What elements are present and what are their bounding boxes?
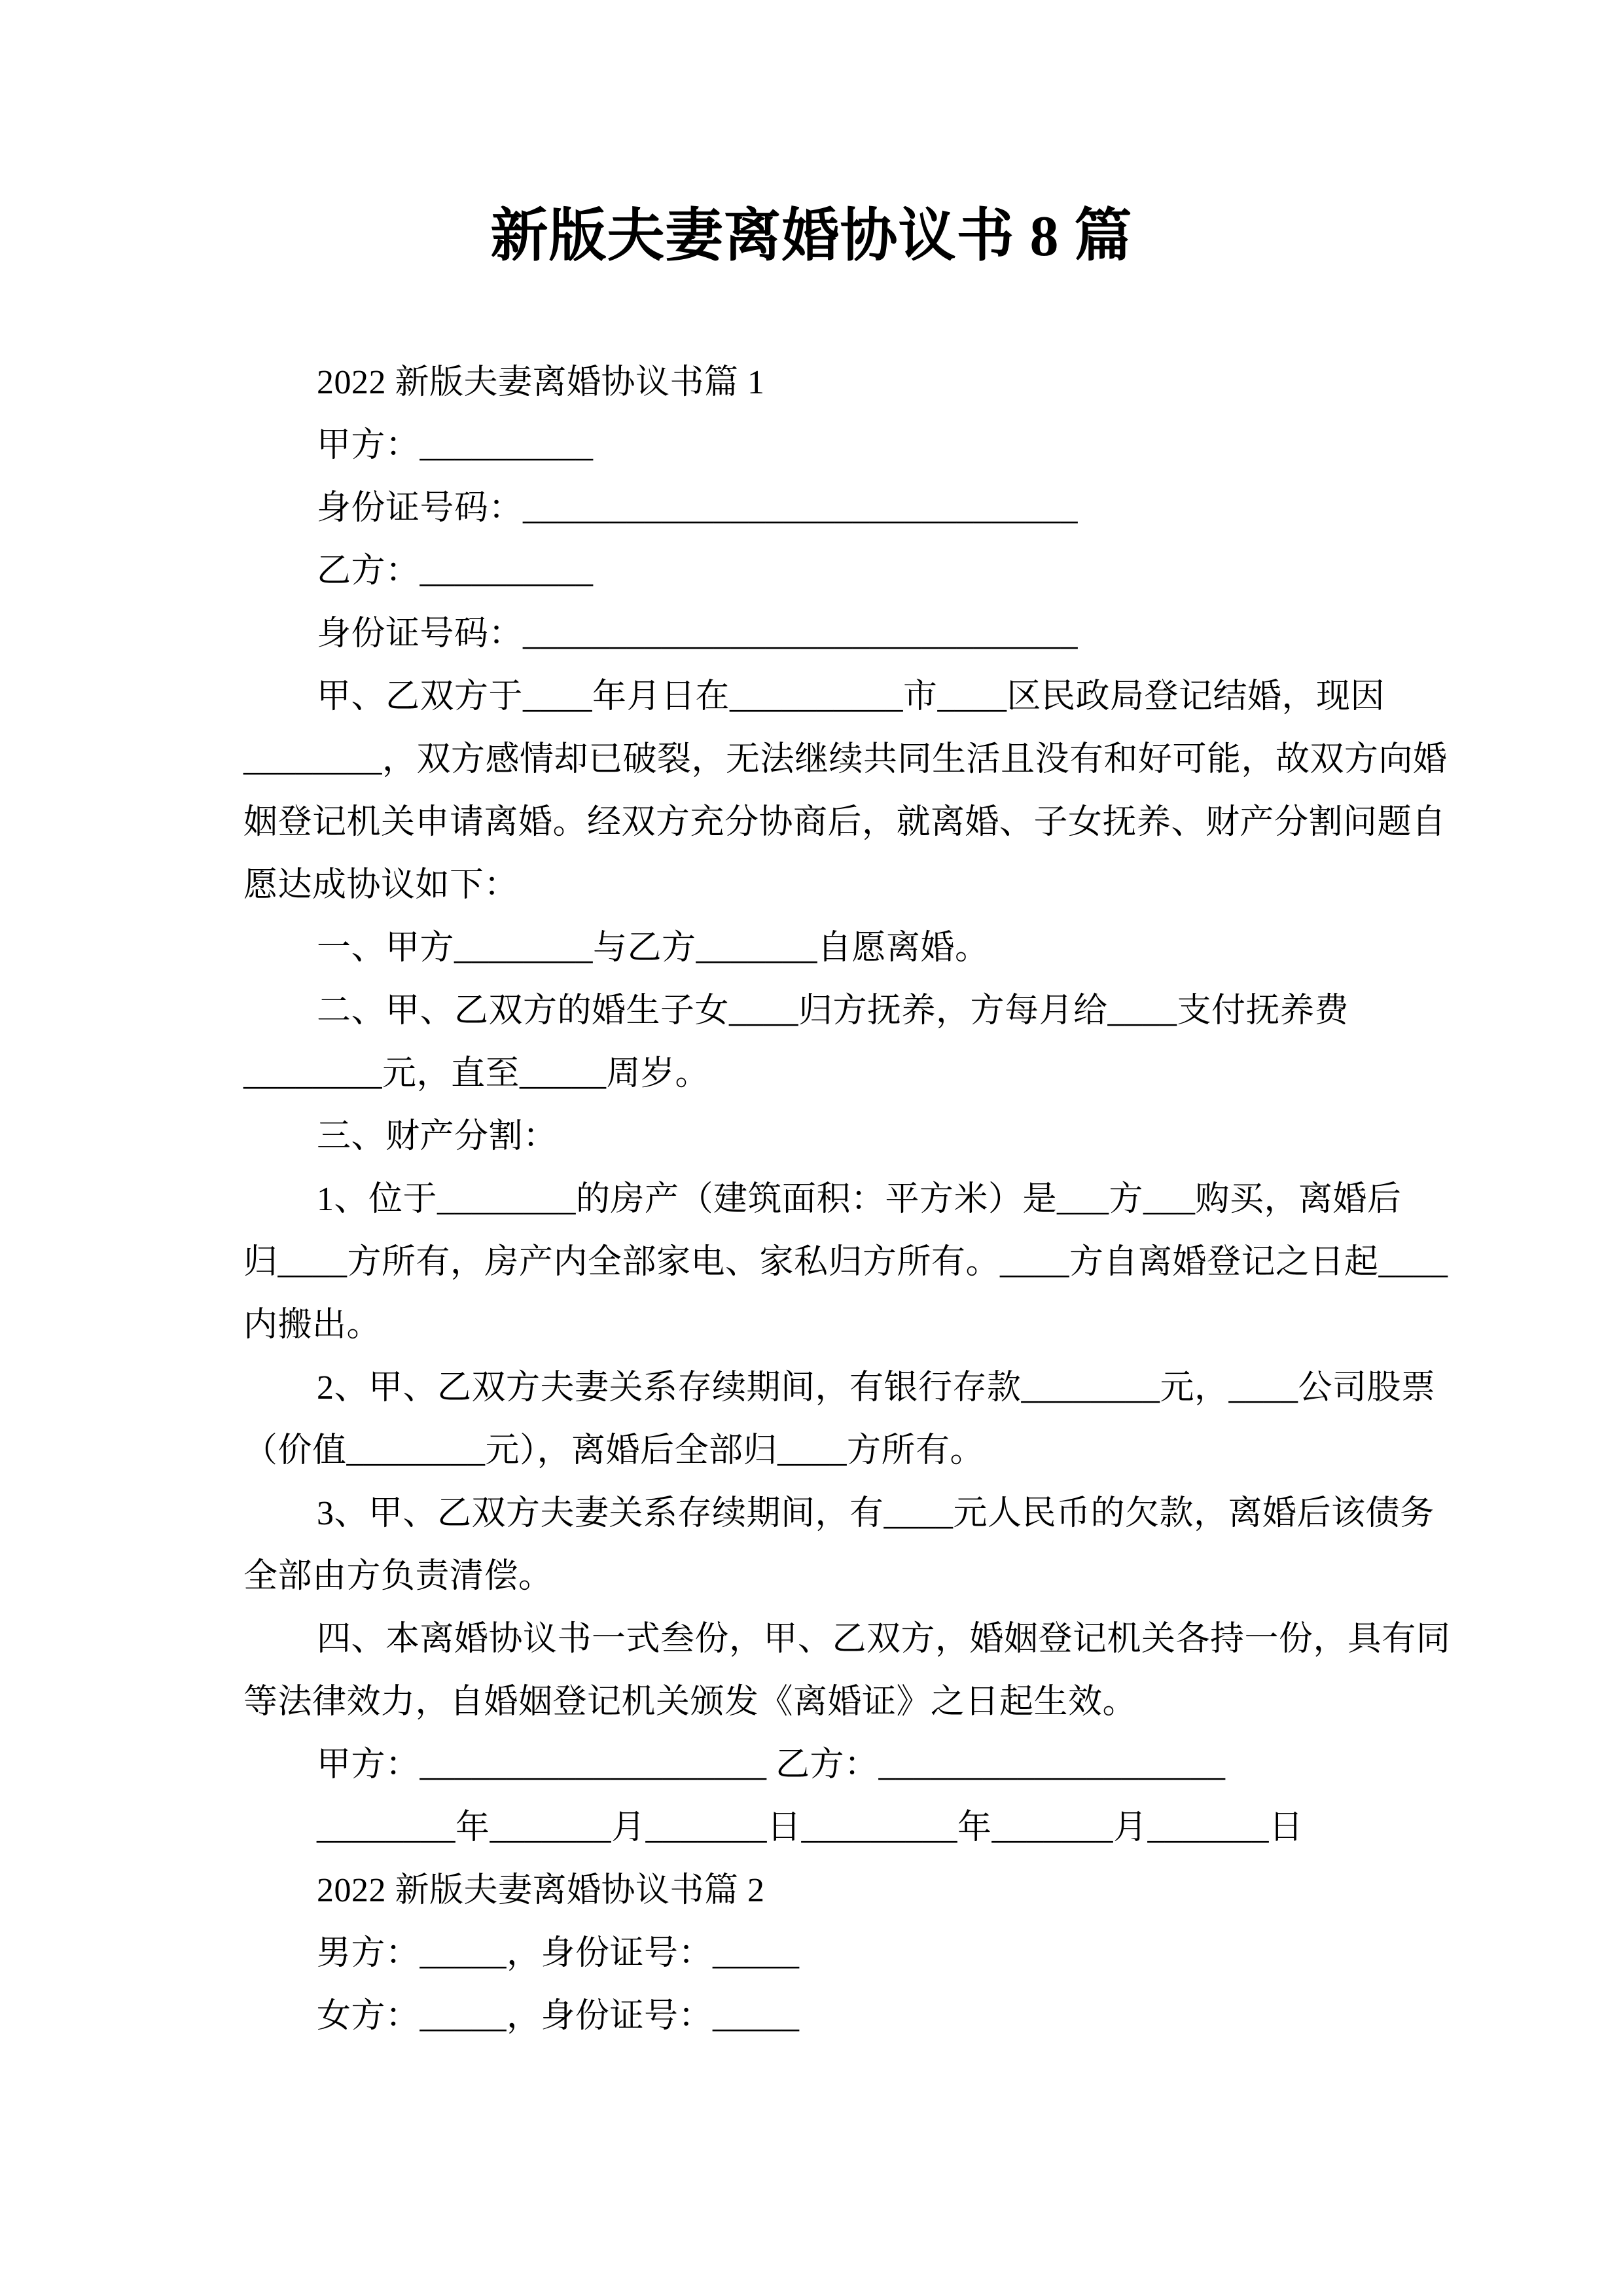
- party-b-line: 乙方：__________: [317, 552, 594, 590]
- clause-4-line-2: 等法律效力，自婚姻登记机关颁发《离婚证》之日起生效。: [243, 1683, 1137, 1721]
- section-2-heading: 2022 新版夫妻离婚协议书篇 2: [317, 1872, 765, 1909]
- clause-4-line-1: 四、本离婚协议书一式叁份，甲、乙双方，婚姻登记机关各持一份，具有同: [317, 1621, 1451, 1658]
- document-title: 新版夫妻离婚协议书 8 篇: [490, 205, 1133, 268]
- clause-2-line-2: ________元，直至_____周岁。: [243, 1055, 710, 1092]
- clause-3-item-2a: 2、甲、乙双方夫妻关系存续期间，有银行存款________元，____公司股票: [317, 1369, 1436, 1407]
- section-1-heading: 2022 新版夫妻离婚协议书篇 1: [317, 364, 765, 401]
- signature-line: 甲方：____________________ 乙方：____________________: [317, 1746, 1226, 1784]
- clause-3-item-3a: 3、甲、乙双方夫妻关系存续期间，有____元人民币的欠款，离婚后该债务: [317, 1495, 1435, 1532]
- party-a-id-line: 身份证号码：________________________________: [317, 490, 1079, 527]
- intro-line-3: 姻登记机关申请离婚。经双方充分协商后，就离婚、子女抚养、财产分割问题自: [243, 804, 1446, 841]
- clause-3-item-1b: 归____方所有，房产内全部家电、家私归方所有。____方自离婚登记之日起____: [243, 1244, 1448, 1281]
- date-line: ________年_______月_______日_________年_______月_______日: [317, 1809, 1304, 1846]
- party-a-line: 甲方：__________: [317, 427, 594, 464]
- clause-3-heading: 三、财产分割：: [317, 1118, 558, 1155]
- intro-line-2: ________，双方感情却已破裂，无法继续共同生活且没有和好可能，故双方向婚: [243, 741, 1448, 778]
- clause-3-item-1c: 内搬出。: [243, 1306, 382, 1344]
- wife-line: 女方：_____，身份证号：_____: [317, 1998, 800, 2035]
- intro-line-1: 甲、乙双方于____年月日在__________市____区民政局登记结婚，现因: [317, 678, 1385, 715]
- husband-line: 男方：_____，身份证号：_____: [317, 1935, 800, 1972]
- clause-3-item-3b: 全部由方负责清偿。: [243, 1558, 553, 1595]
- clause-3-item-2b: （价值________元），离婚后全部归____方所有。: [243, 1432, 985, 1469]
- document-body: [0, 351, 1623, 2048]
- clause-2-line-1: 二、甲、乙双方的婚生子女____归方抚养，方每月给____支付抚养费: [317, 992, 1349, 1030]
- intro-line-4: 愿达成协议如下：: [243, 867, 519, 904]
- clause-3-item-1a: 1、位于________的房产（建筑面积：平方米）是___方___购买，离婚后: [317, 1181, 1402, 1218]
- party-b-id-line: 身份证号码：________________________________: [317, 615, 1079, 653]
- clause-1: 一、甲方________与乙方_______自愿离婚。: [317, 929, 990, 967]
